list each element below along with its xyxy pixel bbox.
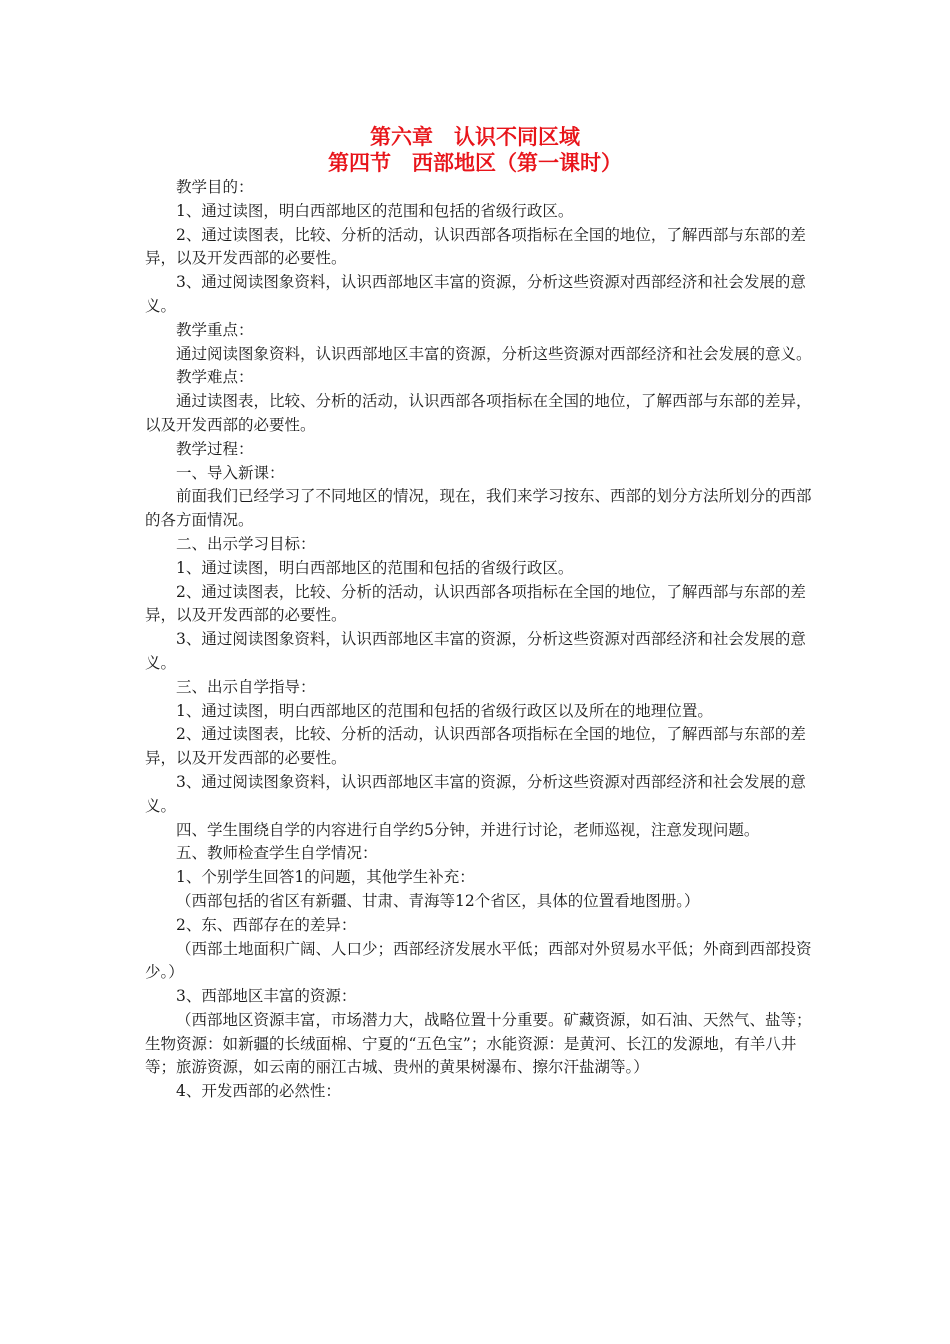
document-body (145, 176, 815, 1104)
key-point-text: 通过阅读图象资料，认识西部地区丰富的资源，分析这些资源对西部经济和社会发展的意义。 (176, 344, 812, 363)
step-heading: 二、出示学习目标： (176, 534, 316, 553)
objective-item: 3、通过阅读图象资料，认识西部地区丰富的资源，分析这些资源对西部经济和社会发展的意义。 (145, 630, 806, 672)
check-item: 1、个别学生回答1的问题，其他学生补充： (176, 868, 475, 887)
check-item: 2、东、西部存在的差异： (176, 915, 357, 934)
answer-text: （西部包括的省区有新疆、甘肃、青海等12个省区，具体的位置看地图册。） (176, 891, 700, 910)
step-paragraph: 四、学生围绕自学的内容进行自学约5分钟，并进行讨论，老师巡视，注意发现问题。 (176, 820, 760, 839)
heading-teaching-goals: 教学目的： (176, 178, 254, 196)
objective-item: 1、通过读图，明白西部地区的范围和包括的省级行政区。 (176, 558, 574, 577)
goal-item: 3、通过阅读图象资料，认识西部地区丰富的资源，分析这些资源对西部经济和社会发展的意义。 (145, 273, 806, 315)
guide-item: 3、通过阅读图象资料，认识西部地区丰富的资源，分析这些资源对西部经济和社会发展的意义。 (145, 772, 806, 815)
heading-key-points: 教学重点： (176, 320, 254, 339)
check-item: 3、西部地区丰富的资源： (176, 987, 357, 1006)
step-heading: 五、教师检查学生自学情况： (176, 844, 378, 863)
difficulty-text: 通过读图表，比较、分析的活动，认识西部各项指标在全国的地位，了解西部与东部的差异，以及开发西部的必要性。 (145, 392, 812, 434)
goal-item: 1、通过读图，明白西部地区的范围和包括的省级行政区。 (176, 201, 574, 220)
heading-difficulties: 教学难点： (176, 368, 254, 387)
step-heading: 三、出示自学指导： (176, 677, 316, 696)
step-heading: 一、导入新课： (176, 463, 285, 482)
answer-text: （西部土地面积广阔、人口少；西部经济发展水平低；西部对外贸易水平低；外商到西部投资少。） (145, 939, 812, 982)
chapter-title: 第六章 认识不同区域 (370, 125, 580, 149)
answer-text: （西部地区资源丰富，市场潜力大，战略位置十分重要。矿藏资源，如石油、天然气、盐等；生物资源：如新疆的长绒面棉、宁夏的“五色宝”；水能资源：是黄河、长江的发源地，有羊八井等；旅游资源，如云南的丽江古城、贵州的黄果树瀑布、擦尔汗盐湖等。） (145, 1010, 812, 1077)
objective-item: 2、通过读图表，比较、分析的活动，认识西部各项指标在全国的地位，了解西部与东部的差异，以及开发西部的必要性。 (145, 582, 806, 625)
check-item: 4、开发西部的必然性： (176, 1082, 341, 1101)
section-title: 第四节 西部地区（第一课时） (328, 151, 622, 175)
paragraph: 前面我们已经学习了不同地区的情况，现在，我们来学习按东、西部的划分方法所划分的西部的各方面情况。 (145, 487, 812, 530)
goal-item: 2、通过读图表，比较、分析的活动，认识西部各项指标在全国的地位，了解西部与东部的差异，以及开发西部的必要性。 (145, 225, 806, 268)
guide-item: 1、通过读图，明白西部地区的范围和包括的省级行政区以及所在的地理位置。 (176, 701, 713, 720)
guide-item: 2、通过读图表，比较、分析的活动，认识西部各项指标在全国的地位，了解西部与东部的差异，以及开发西部的必要性。 (145, 725, 806, 768)
heading-process: 教学过程： (176, 439, 254, 458)
